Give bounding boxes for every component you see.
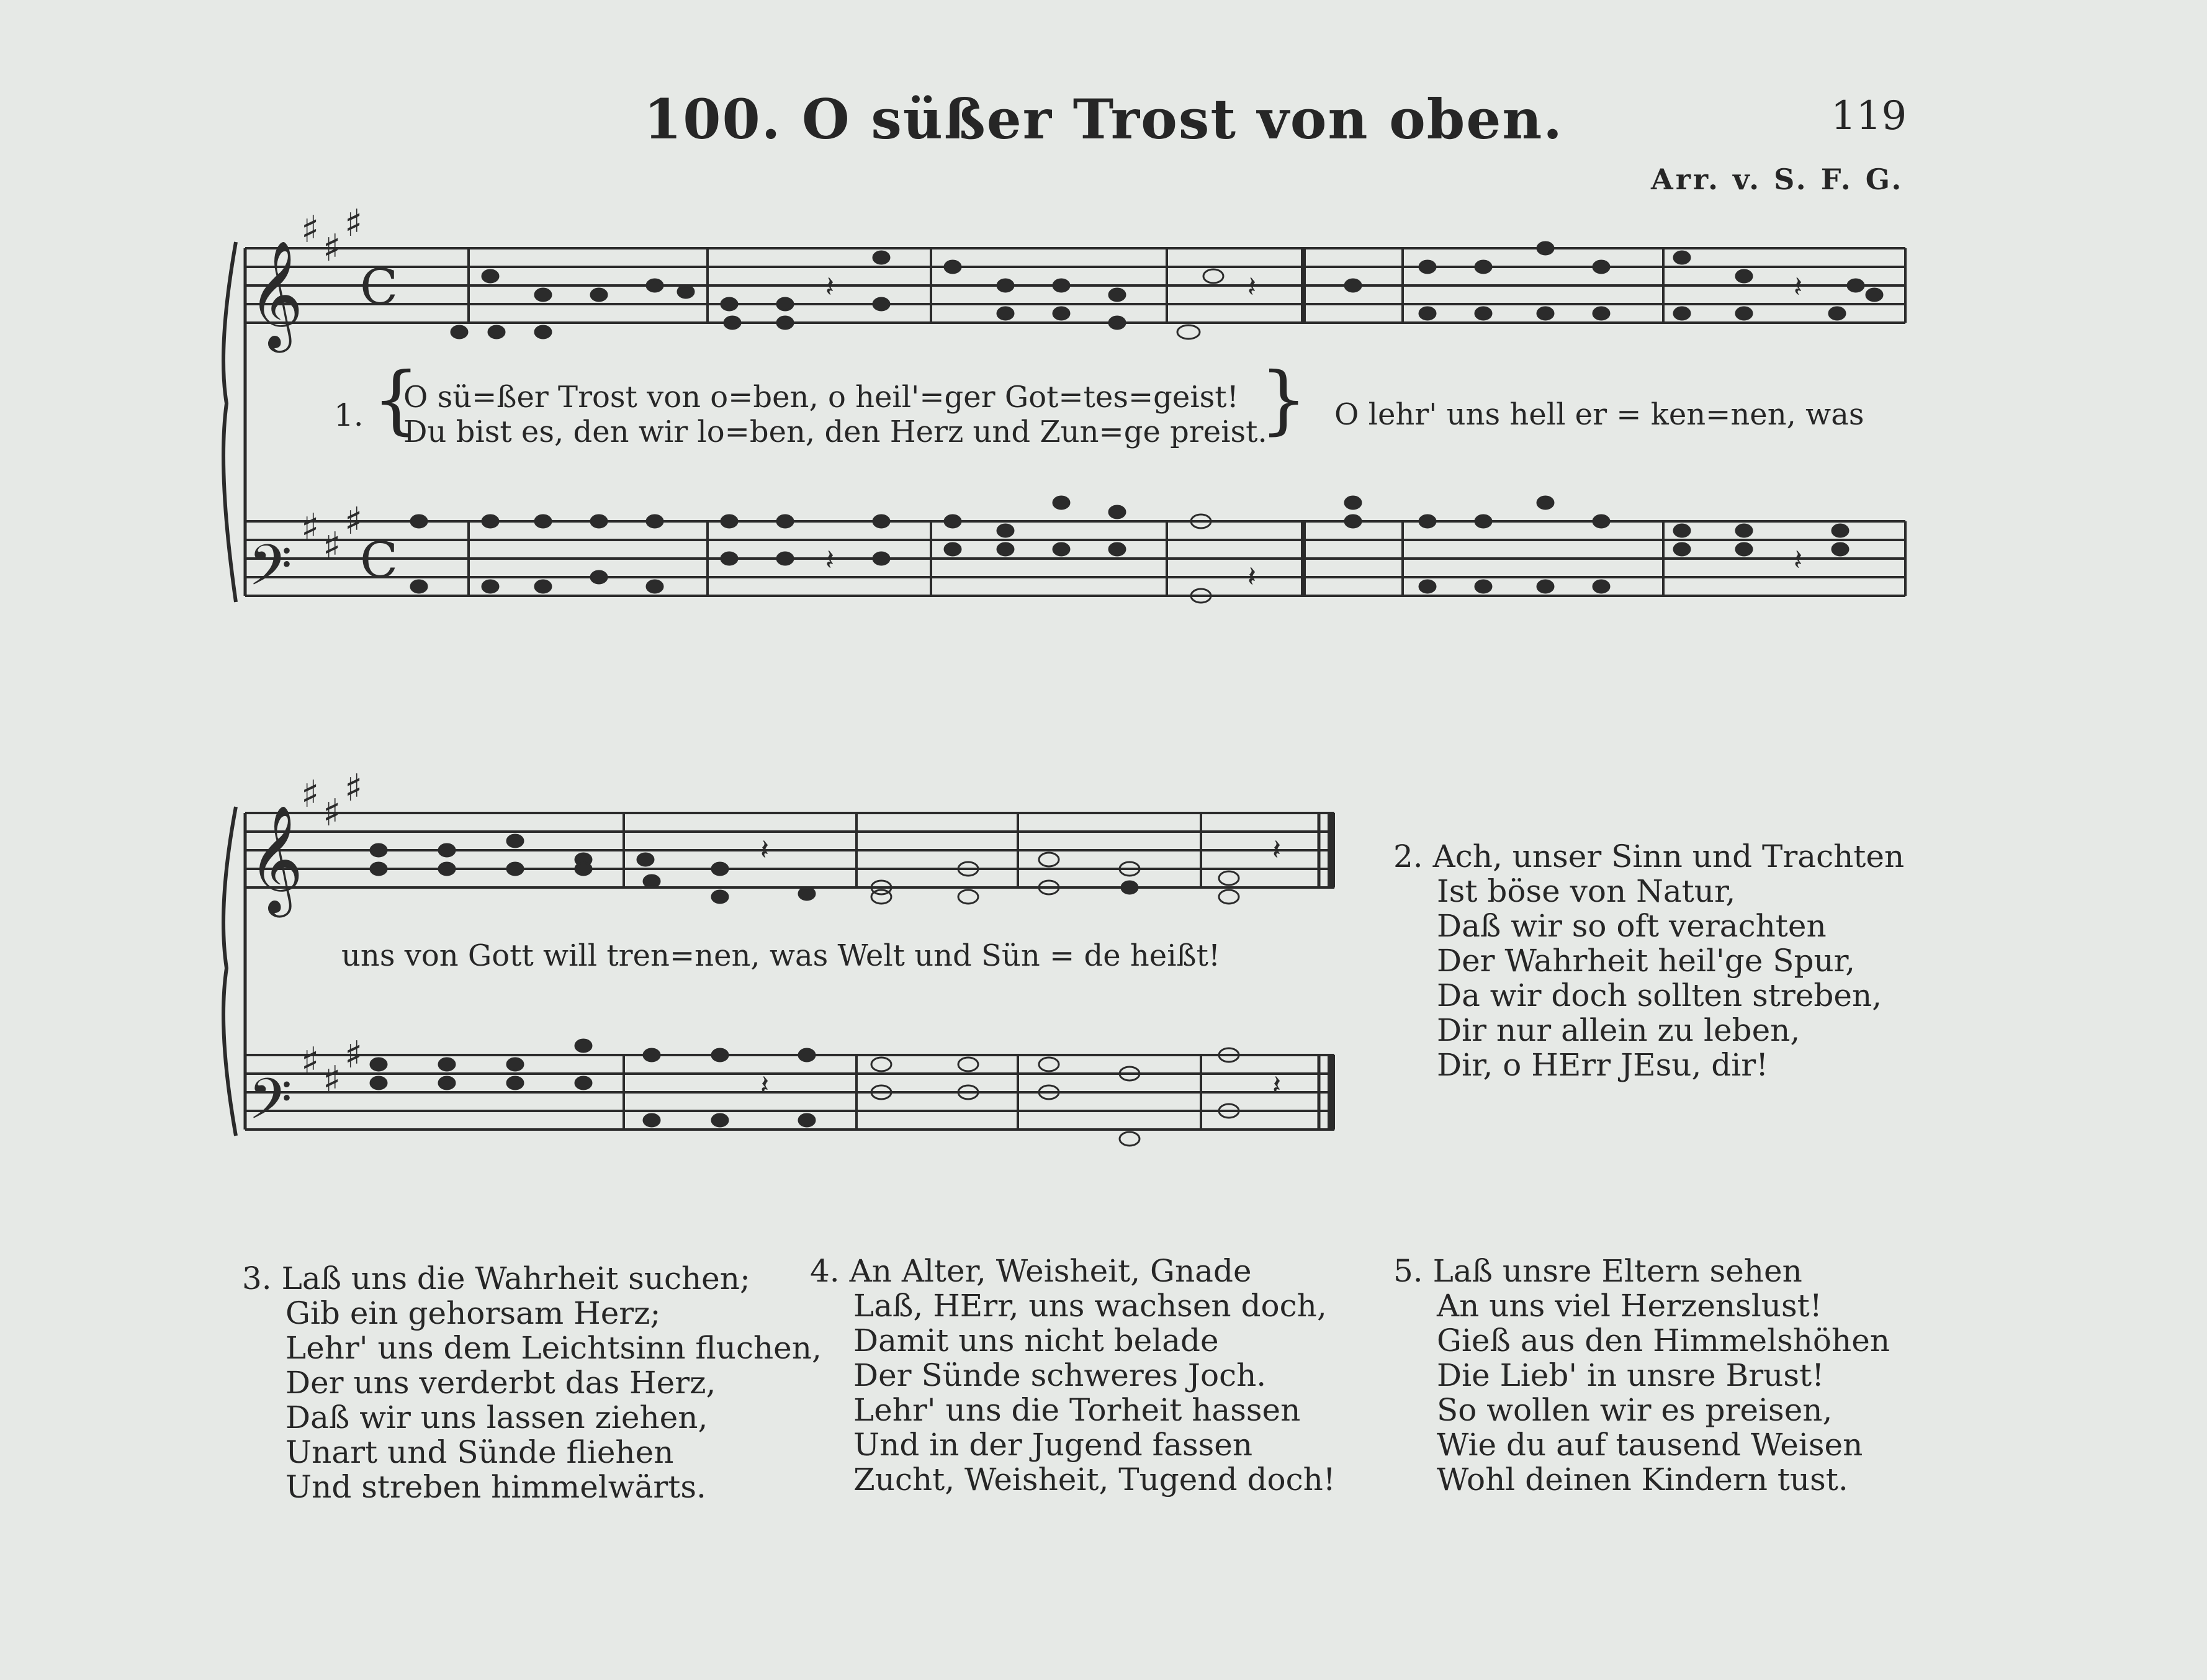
- system2-treble-staff: [245, 813, 1334, 887]
- svg-text:𝄽: 𝄽: [1247, 270, 1257, 303]
- svg-text:♯: ♯: [301, 1040, 320, 1083]
- stanza-4: 4. An Alter, Weisheit, Gnade Laß, HErr, uns wachsen doch, Damit uns nicht belade Der Sünde schweres Joch. Lehr' uns die Torheit hassen Und in der Jugend fassen Zucht, Weisheit, Tugend doch!: [810, 1253, 1336, 1498]
- svg-text:♯: ♯: [301, 506, 320, 549]
- treble-clef-icon: 𝄞: [248, 805, 303, 913]
- svg-text:𝄽: 𝄽: [825, 543, 835, 577]
- verse1-lyric-line2: Du bist es, den wir lo=ben, den Herz und Zun=ge preist.: [403, 415, 1267, 449]
- svg-text:♯: ♯: [301, 208, 320, 251]
- treble-clef-icon: 𝄞: [248, 240, 303, 348]
- svg-text:𝄽: 𝄽: [1272, 1069, 1282, 1102]
- svg-text:𝄽: 𝄽: [760, 833, 770, 866]
- svg-text:♯: ♯: [323, 791, 341, 835]
- svg-text:♯: ♯: [323, 1058, 341, 1102]
- verse1-lyric-system2: uns von Gott will tren=nen, was Welt und Sün = de heißt!: [341, 938, 1221, 973]
- arranger-credit: Arr. v. S. F. G.: [1651, 163, 1904, 196]
- time-signature-icon: C: [360, 531, 398, 589]
- svg-text:♯: ♯: [344, 500, 363, 543]
- stanza-2: 2. Ach, unser Sinn und Trachten Ist böse von Natur, Daß wir so oft verachten Der Wahrheit heil'ge Spur, Da wir doch sollten streben, Dir nur allein zu leben, Dir, o HErr JEsu, dir!: [1393, 838, 1905, 1083]
- svg-text:♯: ♯: [323, 227, 341, 270]
- bass-clef-icon: 𝄢: [248, 532, 292, 612]
- svg-text:♯: ♯: [344, 202, 363, 245]
- svg-text:𝄽: 𝄽: [1272, 833, 1282, 866]
- time-signature-icon: C: [360, 258, 398, 316]
- lyric-brace: {: [372, 357, 420, 443]
- svg-text:𝄽: 𝄽: [825, 270, 835, 303]
- verse-number: 1.: [334, 397, 364, 433]
- lyric-brace: }: [1260, 357, 1308, 443]
- page-number: 119: [1831, 93, 1907, 139]
- system2-bass-staff: [245, 1055, 1334, 1130]
- verse1-lyric-continuation: O lehr' uns hell er = ken=nen, was: [1334, 397, 1864, 432]
- verse1-lyric-line1: O sü=ßer Trost von o=ben, o heil'=ger Got=tes=geist!: [403, 380, 1239, 415]
- hymn-title: 100. O süßer Trost von oben.: [644, 87, 1563, 151]
- system1-treble-staff: [245, 248, 1905, 323]
- svg-text:𝄽: 𝄽: [1794, 270, 1803, 303]
- svg-text:𝄽: 𝄽: [760, 1069, 770, 1102]
- svg-text:♯: ♯: [301, 773, 320, 816]
- svg-text:𝄽: 𝄽: [1794, 543, 1803, 577]
- svg-text:♯: ♯: [344, 766, 363, 810]
- svg-text:♯: ♯: [344, 1033, 363, 1077]
- bass-clef-icon: 𝄢: [248, 1066, 292, 1146]
- svg-text:♯: ♯: [323, 524, 341, 568]
- stanza-3: 3. Laß uns die Wahrheit suchen; Gib ein gehorsam Herz; Lehr' uns dem Leichtsinn fluchen, Der uns verderbt das Herz, Daß wir uns lassen ziehen, Unart und Sünde fliehen Und streben himmelwärts.: [242, 1260, 822, 1505]
- stanza-5: 5. Laß unsre Eltern sehen An uns viel Herzenslust! Gieß aus den Himmelshöhen Die Lieb' in unsre Brust! So wollen wir es preisen, Wie du auf tausend Weisen Wohl deinen Kindern tust.: [1393, 1253, 1890, 1498]
- svg-text:𝄽: 𝄽: [1247, 560, 1257, 593]
